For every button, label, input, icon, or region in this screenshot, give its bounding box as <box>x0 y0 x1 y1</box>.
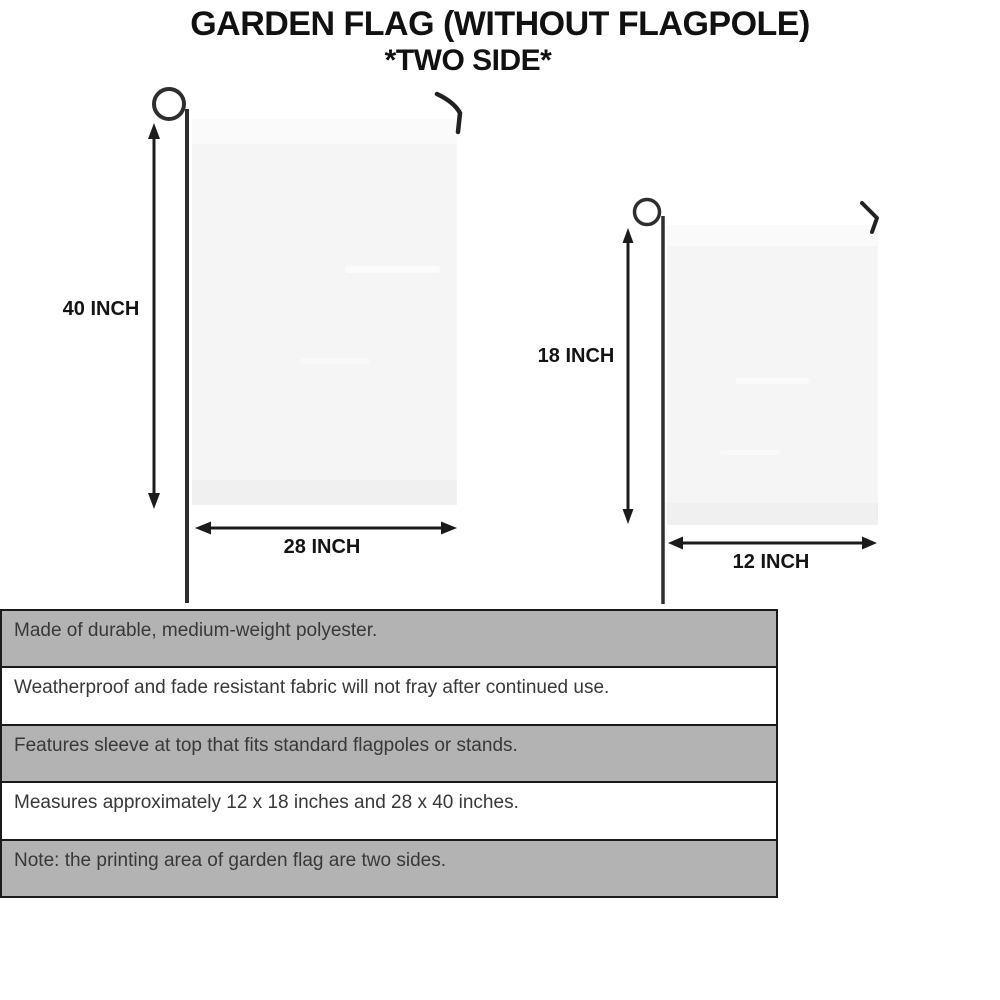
large-flag-hem <box>192 480 457 505</box>
feature-text: Weatherproof and fade resistant fabric will not fray after continued use. <box>14 677 610 699</box>
small-height-label: 18 INCH <box>537 345 615 367</box>
large-flagpole-loop <box>154 89 184 119</box>
feature-row <box>2 611 776 666</box>
feature-list <box>0 609 778 898</box>
feature-row <box>2 839 776 896</box>
large-flag-fabric-highlight <box>300 358 370 364</box>
feature-row <box>2 666 776 723</box>
small-width-label: 12 INCH <box>732 551 810 573</box>
large-height-label: 40 INCH <box>62 298 140 320</box>
large-width-label: 28 INCH <box>283 536 361 558</box>
small-height-arrow <box>623 228 634 524</box>
small-flagpole-loop <box>635 200 660 225</box>
title-line-1: GARDEN FLAG (WITHOUT FLAGPOLE) <box>190 5 810 43</box>
small-flag-fabric-highlight <box>735 378 810 384</box>
small-width-arrow <box>668 537 877 550</box>
feature-text: Measures approximately 12 x 18 inches and 28 x 40 inches. <box>14 792 519 814</box>
large-flag-sleeve <box>192 119 457 144</box>
small-flag-assembly <box>538 200 878 605</box>
title-line-2: *TWO SIDE* <box>384 44 552 77</box>
feature-text: Features sleeve at top that fits standard flagpoles or stands. <box>14 734 518 756</box>
feature-text: Made of durable, medium-weight polyester. <box>14 620 378 641</box>
small-flag-sleeve <box>667 225 878 246</box>
large-flag-assembly <box>63 89 460 603</box>
large-flag-fabric-highlight <box>345 266 440 273</box>
feature-row <box>2 724 776 781</box>
feature-row <box>2 781 776 838</box>
feature-text: Note: the printing area of garden flag are two sides. <box>14 849 446 871</box>
small-flag-hem <box>667 503 878 525</box>
large-width-arrow <box>195 522 457 535</box>
small-flag-fabric-highlight <box>720 450 780 455</box>
large-height-arrow <box>148 123 160 509</box>
small-flag-canvas <box>667 225 878 525</box>
large-flag-canvas <box>192 119 457 505</box>
page-title <box>0 4 1000 78</box>
